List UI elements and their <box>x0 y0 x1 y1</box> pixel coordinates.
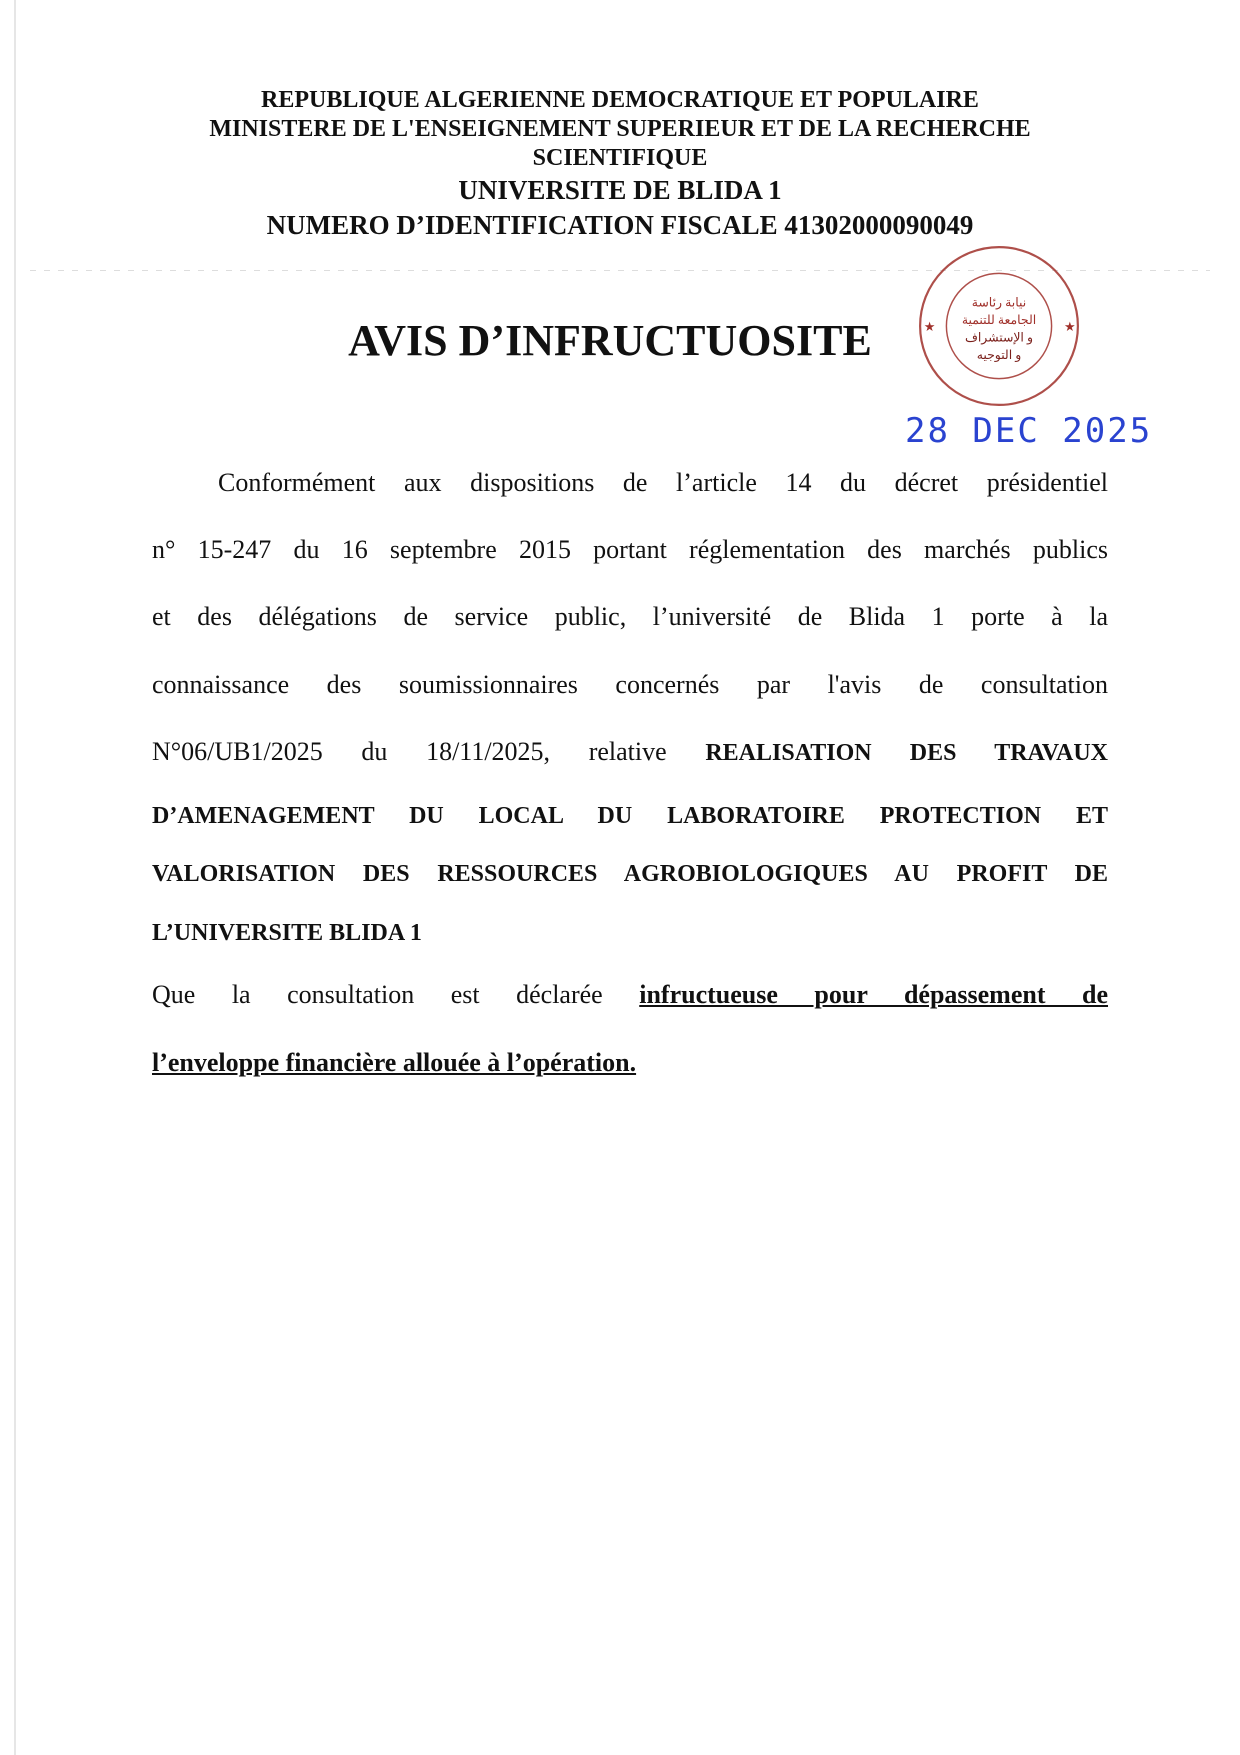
date-stamp: 28 DEC 2025 <box>905 411 1153 451</box>
project-title-line: VALORISATION DES RESSOURCES AGROBIOLOGIQUES AU PROFIT DE <box>152 861 1108 887</box>
body-line: connaissance des soumissionnaires concernés par l'avis de consultation <box>152 670 1108 699</box>
project-title-line: D’AMENAGEMENT DU LOCAL DU LABORATOIRE PROTECTION ET <box>152 803 1108 829</box>
scan-edge <box>14 0 16 1755</box>
body-line <box>152 737 1108 767</box>
body-line <box>152 980 1108 1010</box>
seal-text: و التوجيه <box>976 347 1022 362</box>
star-icon: ★ <box>1063 319 1076 335</box>
seal-text: نيابة رئاسة <box>971 295 1027 310</box>
header-ministry-cont: SCIENTIFIQUE <box>532 145 708 171</box>
project-title: REALISATION DES TRAVAUX <box>705 740 1109 766</box>
project-title-line: L’UNIVERSITE BLIDA 1 <box>152 920 422 946</box>
header-university: UNIVERSITE DE BLIDA 1 <box>458 175 782 205</box>
official-seal-stamp <box>915 242 1083 410</box>
star-icon: ★ <box>923 319 936 335</box>
declaration-reason-cont: l’enveloppe financière allouée à l’opération. <box>152 1048 637 1077</box>
declaration-reason: infructueuse pour dépassement de <box>639 980 1109 1009</box>
seal-text: و الإستشراف <box>965 330 1033 345</box>
body-line: Conformément aux dispositions de l’article 14 du décret présidentiel <box>218 468 1108 497</box>
body-line: et des délégations de service public, l’université de Blida 1 porte à la <box>152 602 1108 631</box>
declaration-text: Que la consultation est déclarée <box>152 980 603 1009</box>
body-line: n° 15-247 du 16 septembre 2015 portant réglementation des marchés publics <box>152 535 1108 564</box>
document-title: AVIS D’INFRUCTUOSITE <box>348 316 872 365</box>
header-republic: REPUBLIQUE ALGERIENNE DEMOCRATIQUE ET POPULAIRE <box>261 87 979 113</box>
seal-text: الجامعة للتنمية <box>961 312 1037 327</box>
header-fiscal-id: NUMERO D’IDENTIFICATION FISCALE 41302000090049 <box>266 210 974 240</box>
consultation-ref: N°06/UB1/2025 du 18/11/2025, relative <box>152 737 667 766</box>
header-ministry: MINISTERE DE L'ENSEIGNEMENT SUPERIEUR ET DE LA RECHERCHE <box>209 116 1031 142</box>
